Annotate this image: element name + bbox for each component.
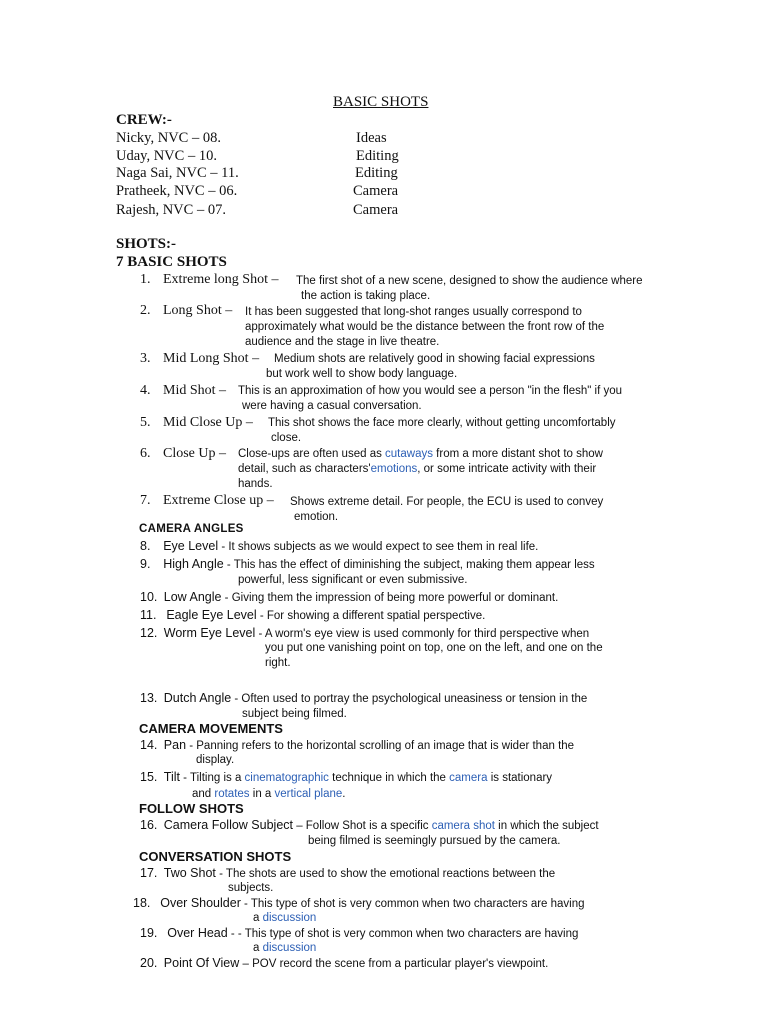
crew-role: Camera [353,202,399,218]
list-item: 19. Over Head - - This type of shot is very common when two characters are having [140,926,579,940]
list-item: 17. Two Shot - The shots are used to show the emotional reactions between the [140,866,556,880]
crew-role: Ideas [356,130,387,146]
list-item-number: 1. [140,272,151,287]
camera-angles-heading: CAMERA ANGLES [139,523,244,535]
list-item-number: 2. [140,303,151,318]
list-item: 11. Eagle Eye Level - For showing a different spatial perspective. [140,608,486,622]
follow-shots-heading: FOLLOW SHOTS [139,801,244,816]
list-item: 8. Eye Level - It shows subjects as we would expect to see them in real life. [140,539,539,553]
shots-heading: SHOTS:- [116,236,177,252]
shot-description: but work well to show body language. [266,368,458,380]
crew-name: Rajesh, NVC – 07. [116,202,226,218]
conversation-shots-heading: CONVERSATION SHOTS [139,849,292,864]
shot-description: The first shot of a new scene, designed to show the audience where [296,275,643,287]
crew-name: Nicky, NVC – 08. [116,130,221,146]
shot-description: approximately what would be the distance between the front row of the [245,321,605,333]
basic-shots-heading: 7 BASIC SHOTS [116,254,227,270]
list-item: 18. Over Shoulder - This type of shot is very common when two characters are having [133,896,585,910]
shot-label: Mid Long Shot – [163,351,260,366]
page-title: BASIC SHOTS [333,94,429,110]
shot-description: This is an approximation of how you would see a person "in the flesh" if you [238,385,623,397]
emotions-link[interactable]: emotions [370,463,418,475]
list-item-continuation: display. [196,754,235,766]
shot-description: Medium shots are relatively good in showing facial expressions [274,353,595,365]
list-item-number: 3. [140,351,151,366]
shot-label: Long Shot – [163,303,233,318]
camera-movements-heading: CAMERA MOVEMENTS [139,721,283,736]
list-item-continuation: a discussion [253,912,317,924]
discussion-link[interactable]: discussion [262,942,317,954]
list-item-continuation: you put one vanishing point on top, one on the left, and one on the [265,642,603,654]
list-item-continuation: being filmed is seemingly pursued by the camera. [308,835,561,847]
shot-label: Mid Shot – [163,383,227,398]
list-item-continuation: a discussion [253,942,317,954]
crew-name: Pratheek, NVC – 06. [116,183,238,199]
shot-description: emotion. [294,511,339,523]
camera-link[interactable]: camera [449,772,488,784]
shot-description: the action is taking place. [301,290,431,302]
list-item: 12. Worm Eye Level - A worm's eye view is used commonly for third perspective when [140,626,590,640]
list-item-continuation: right. [265,657,291,669]
list-item-number: 4. [140,383,151,398]
shot-description: This shot shows the face more clearly, without getting uncomfortably [268,417,616,429]
crew-name: Naga Sai, NVC – 11. [116,165,239,181]
rotates-link[interactable]: rotates [214,788,250,800]
list-item: 13. Dutch Angle - Often used to portray the psychological uneasiness or tension in the [140,691,588,705]
crew-role: Editing [356,148,399,164]
shot-label: Mid Close Up – [163,415,253,430]
list-item: 10. Low Angle - Giving them the impression of being more powerful or dominant. [140,590,559,604]
list-item: 16. Camera Follow Subject – Follow Shot is a specific camera shot in which the subject [140,818,599,832]
shot-label: Extreme Close up – [163,493,274,508]
vertical-plane-link[interactable]: vertical plane [274,788,343,800]
list-item: 14. Pan - Panning refers to the horizontal scrolling of an image that is wider than the [140,738,575,752]
crew-name: Uday, NVC – 10. [116,148,217,164]
camera-shot-link[interactable]: camera shot [431,820,495,832]
list-item-number: 5. [140,415,151,430]
list-item-number: 6. [140,446,151,461]
cinematographic-link[interactable]: cinematographic [244,772,329,784]
shot-description: detail, such as characters'emotions, or some intricate activity with their [238,463,597,475]
list-item-continuation: and rotates in a vertical plane. [192,788,346,800]
shot-description: hands. [238,478,273,490]
list-item-continuation: powerful, less significant or even submissive. [238,574,468,586]
list-item-number: 7. [140,493,151,508]
shot-description: audience and the stage in live theatre. [245,336,440,348]
shot-description: close. [271,432,302,444]
shot-description: It has been suggested that long-shot ranges usually correspond to [245,306,582,318]
discussion-link[interactable]: discussion [262,912,317,924]
shot-label: Extreme long Shot – [163,272,279,287]
list-item: 20. Point Of View – POV record the scene from a particular player's viewpoint. [140,956,549,970]
list-item-continuation: subjects. [228,882,274,894]
crew-heading: CREW:- [116,112,172,128]
shot-label: Close Up – [163,446,226,461]
crew-role: Camera [353,183,399,199]
crew-role: Editing [355,165,398,181]
shot-description: Shows extreme detail. For people, the ECU is used to convey [290,496,604,508]
shot-description: were having a casual conversation. [242,400,422,412]
shot-description: Close-ups are often used as cutaways from a more distant shot to show [238,448,603,460]
cutaways-link[interactable]: cutaways [385,448,433,460]
list-item-continuation: subject being filmed. [242,708,347,720]
list-item: 9. High Angle - This has the effect of diminishing the subject, making them appear less [140,557,595,571]
list-item: 15. Tilt - Tilting is a cinematographic technique in which the camera is stationary [140,770,553,784]
